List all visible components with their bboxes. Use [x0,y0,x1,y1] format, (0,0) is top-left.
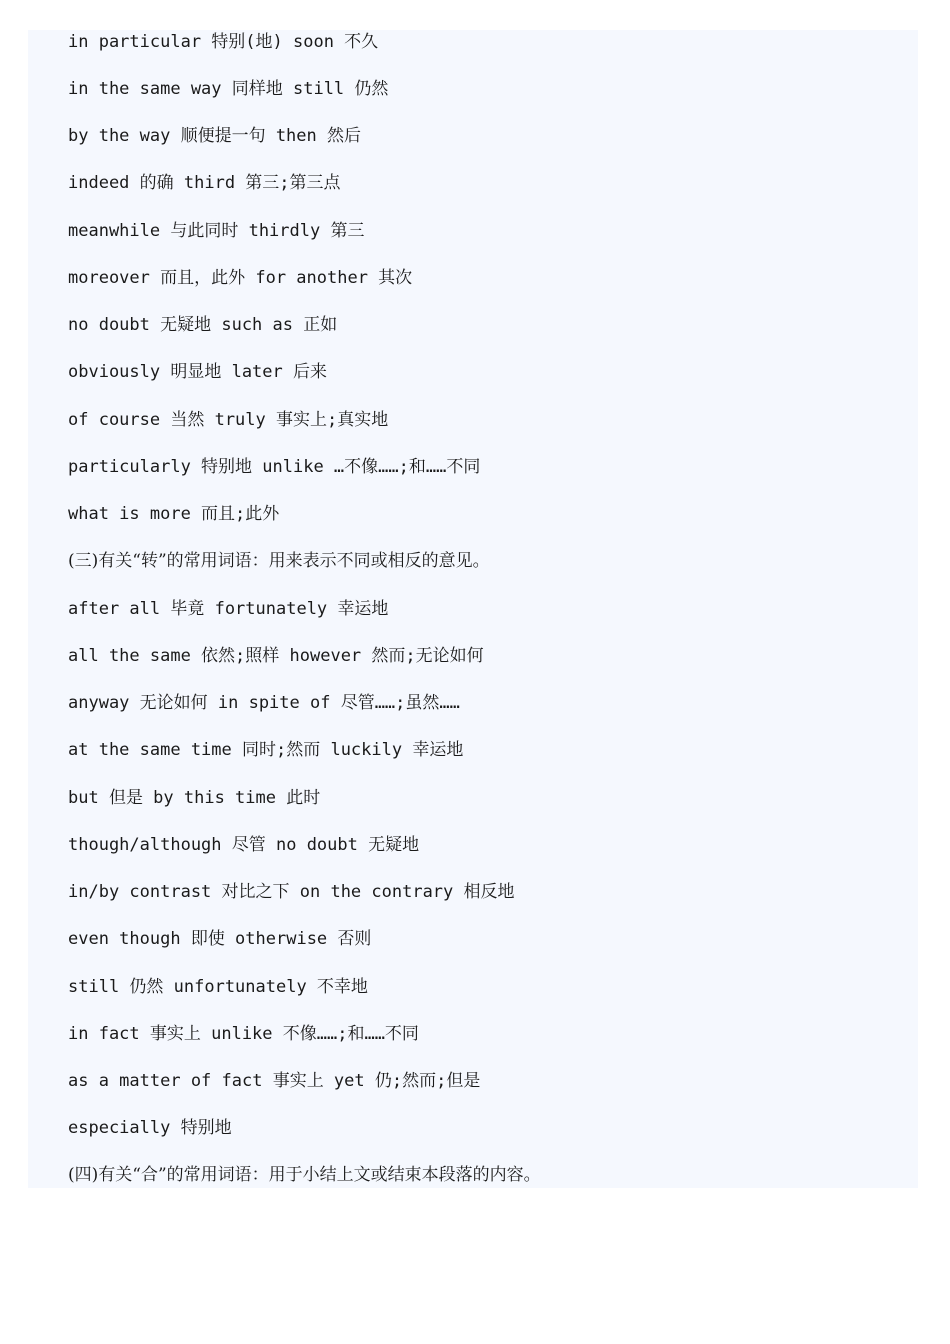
phrase-line: in/by contrast 对比之下 on the contrary 相反地 [68,882,515,902]
phrase-line: of course 当然 truly 事实上;真实地 [68,410,389,430]
phrase-line: indeed 的确 third 第三;第三点 [68,173,341,193]
phrase-line: by the way 顺便提一句 then 然后 [68,126,361,146]
phrase-line: all the same 依然;照样 however 然而;无论如何 [68,646,484,666]
phrase-line: especially 特别地 [68,1118,232,1138]
phrase-line: at the same time 同时;然而 luckily 幸运地 [68,740,464,760]
phrase-line: no doubt 无疑地 such as 正如 [68,315,338,335]
phrase-line: meanwhile 与此同时 thirdly 第三 [68,221,365,241]
phrase-line: in fact 事实上 unlike 不像……;和……不同 [68,1024,419,1044]
phrase-line: after all 毕竟 fortunately 幸运地 [68,599,389,619]
phrase-line: but 但是 by this time 此时 [68,788,321,808]
section-heading-3: (三)有关“转”的常用词语：用来表示不同或相反的意见。 [68,551,490,571]
phrase-line: what is more 而且;此外 [68,504,280,524]
phrase-line: still 仍然 unfortunately 不幸地 [68,977,368,997]
phrase-line: moreover 而且，此外 for another 其次 [68,268,413,288]
section-heading-4: (四)有关“合”的常用词语：用于小结上文或结束本段落的内容。 [68,1165,541,1185]
phrase-line: as a matter of fact 事实上 yet 仍;然而;但是 [68,1071,481,1091]
phrase-line: obviously 明显地 later 后来 [68,362,327,382]
phrase-line: particularly 特别地 unlike …不像……;和……不同 [68,457,481,477]
phrase-line: even though 即使 otherwise 否则 [68,929,372,949]
phrase-line: in the same way 同样地 still 仍然 [68,79,389,99]
phrase-line: though/although 尽管 no doubt 无疑地 [68,835,420,855]
phrase-line: anyway 无论如何 in spite of 尽管……;虽然…… [68,693,460,713]
phrase-line: in particular 特别(地) soon 不久 [68,32,379,52]
